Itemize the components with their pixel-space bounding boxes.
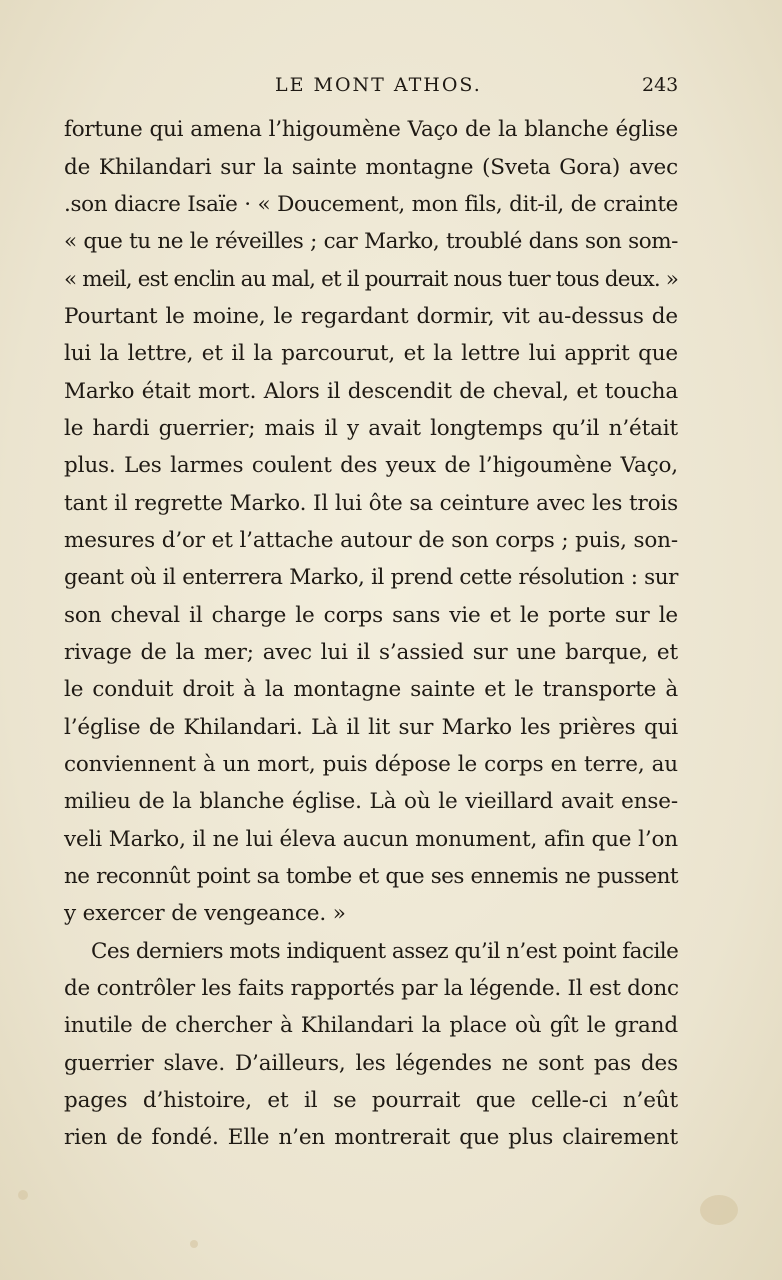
text-line: mesures d’or et l’attache autour de son corps ; puis, son-	[64, 528, 678, 553]
text-line: geant où il enterrera Marko, il prend cette résolution : sur	[64, 565, 678, 590]
text-line: Marko était mort. Alors il descendit de cheval, et toucha	[64, 379, 678, 404]
text-line: « que tu ne le réveilles ; car Marko, troublé dans son som-	[64, 229, 678, 254]
text-line: Pourtant le moine, le regardant dormir, vit au-dessus de	[64, 304, 678, 329]
text-line: « meil, est enclin au mal, et il pourrait nous tuer tous deux. »	[64, 267, 679, 292]
text-line: le conduit droit à la montagne sainte et le transporte à	[64, 677, 678, 702]
text-line: de Khilandari sur la sainte montagne (Sveta Gora) avec	[64, 155, 678, 180]
text-line: rien de fondé. Elle n’en montrerait que plus clairement	[64, 1125, 678, 1150]
text-line: plus. Les larmes coulent des yeux de l’higoumène Vaço,	[64, 453, 678, 478]
text-line: de contrôler les faits rapportés par la légende. Il est donc	[64, 976, 679, 1001]
text-line: milieu de la blanche église. Là où le vieillard avait ense-	[64, 789, 678, 814]
text-line: l’église de Khilandari. Là il lit sur Marko les prières qui	[64, 715, 678, 740]
text-line: veli Marko, il ne lui éleva aucun monument, afin que l’on	[64, 827, 678, 852]
text-line: le hardi guerrier; mais il y avait longtemps qu’il n’était	[64, 416, 678, 441]
paper-stain	[190, 1240, 198, 1248]
text-line: guerrier slave. D’ailleurs, les légendes ne sont pas des	[64, 1051, 678, 1076]
text-line: fortune qui amena l’higoumène Vaço de la blanche église	[64, 117, 678, 142]
text-line: ne reconnût point sa tombe et que ses ennemis ne pussent	[64, 864, 678, 889]
page-number: 243	[642, 74, 679, 96]
text-line: .son diacre Isaïe · « Doucement, mon fils, dit-il, de crainte	[64, 192, 678, 217]
text-line: Ces derniers mots indiquent assez qu’il n’est point facile	[91, 939, 679, 964]
paper-stain	[18, 1190, 28, 1200]
text-line: son cheval il charge le corps sans vie et le porte sur le	[64, 603, 678, 628]
text-line: lui la lettre, et il la parcourut, et la lettre lui apprit que	[64, 341, 678, 366]
paper-stain	[700, 1195, 738, 1225]
text-line: conviennent à un mort, puis dépose le corps en terre, au	[64, 752, 678, 777]
running-head: LE MONT ATHOS.	[275, 74, 482, 96]
text-line: pages d’histoire, et il se pourrait que celle-ci n’eût	[64, 1088, 678, 1113]
text-line: rivage de la mer; avec lui il s’assied sur une barque, et	[64, 640, 678, 665]
text-line: inutile de chercher à Khilandari la place où gît le grand	[64, 1013, 678, 1038]
text-line: y exercer de vengeance. »	[64, 901, 346, 926]
text-line: tant il regrette Marko. Il lui ôte sa ceinture avec les trois	[64, 491, 678, 516]
